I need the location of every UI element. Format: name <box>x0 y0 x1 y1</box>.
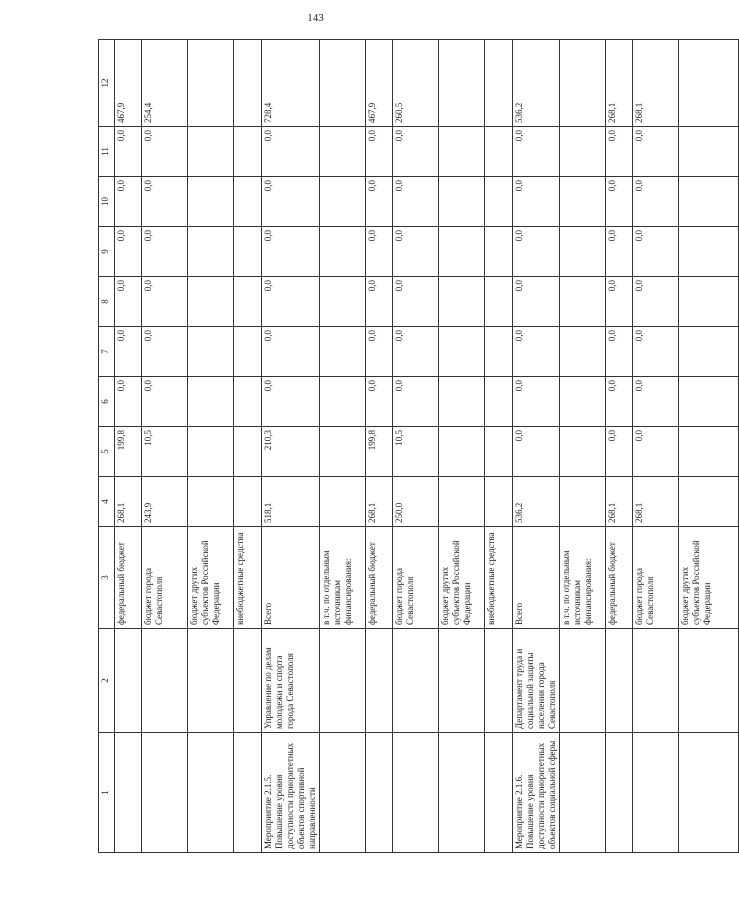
table-cell <box>320 127 366 177</box>
table-cell: 536,2 <box>513 40 560 127</box>
table-cell: Департамент труда и социальной защиты населения города Севастополя <box>513 629 560 733</box>
budget-table <box>98 39 739 853</box>
column-header: 10 <box>99 177 115 227</box>
table-cell: 0,0 <box>142 327 188 377</box>
table-cell <box>679 127 739 177</box>
table-cell <box>679 629 739 733</box>
table-cell: 0,0 <box>115 277 142 327</box>
table-cell: 0,0 <box>606 427 633 477</box>
table-cell <box>485 127 513 177</box>
table-cell <box>560 40 606 127</box>
table-cell: 0,0 <box>262 127 320 177</box>
table-cell: 0,0 <box>606 377 633 427</box>
table-cell: 268,1 <box>366 477 393 527</box>
table-row <box>188 40 234 853</box>
table-cell <box>142 629 188 733</box>
table-cell: внебюджетные средства <box>234 527 262 629</box>
table-cell <box>560 629 606 733</box>
column-header: 8 <box>99 277 115 327</box>
table-cell: 0,0 <box>606 277 633 327</box>
table-cell <box>606 733 633 853</box>
table-cell: 0,0 <box>513 327 560 377</box>
table-cell <box>234 277 262 327</box>
table-row <box>366 40 393 853</box>
table-cell: 0,0 <box>633 227 679 277</box>
column-header: 12 <box>99 40 115 127</box>
table-cell: 0,0 <box>393 127 439 177</box>
rotated-table-wrapper <box>98 40 712 853</box>
table-cell <box>439 377 485 427</box>
table-header-row <box>99 40 115 853</box>
table-cell: 0,0 <box>142 227 188 277</box>
table-row <box>606 40 633 853</box>
column-header: 9 <box>99 227 115 277</box>
table-cell <box>188 327 234 377</box>
page-number: 143 <box>307 12 324 24</box>
column-header: 7 <box>99 327 115 377</box>
table-cell <box>485 277 513 327</box>
table-cell: 0,0 <box>606 127 633 177</box>
table-cell: 0,0 <box>633 277 679 327</box>
table-cell: 0,0 <box>633 177 679 227</box>
table-cell <box>234 127 262 177</box>
table-cell: 0,0 <box>513 427 560 477</box>
table-cell <box>188 477 234 527</box>
table-body <box>115 40 739 853</box>
table-cell <box>679 377 739 427</box>
table-cell: 728,4 <box>262 40 320 127</box>
table-cell <box>560 127 606 177</box>
table-cell <box>560 477 606 527</box>
table-cell <box>320 477 366 527</box>
table-cell <box>320 227 366 277</box>
table-cell <box>439 629 485 733</box>
table-cell: 0,0 <box>142 127 188 177</box>
table-cell <box>188 733 234 853</box>
table-cell <box>560 277 606 327</box>
table-cell: 0,0 <box>633 127 679 177</box>
table-cell <box>485 177 513 227</box>
table-cell <box>679 733 739 853</box>
table-cell: 268,1 <box>606 477 633 527</box>
table-cell: 268,1 <box>606 40 633 127</box>
table-cell: 0,0 <box>366 127 393 177</box>
table-cell <box>234 327 262 377</box>
table-row <box>439 40 485 853</box>
table-cell <box>234 227 262 277</box>
table-cell <box>439 327 485 377</box>
table-cell: 0,0 <box>513 377 560 427</box>
table-cell: федеральный бюджет <box>115 527 142 629</box>
table-cell: 0,0 <box>366 377 393 427</box>
table-cell <box>679 227 739 277</box>
table-cell <box>366 733 393 853</box>
table-cell: в т.ч. по отдельным источникам финансирования: <box>320 527 366 629</box>
table-cell: 0,0 <box>393 177 439 227</box>
table-cell <box>234 177 262 227</box>
table-cell: 0,0 <box>115 227 142 277</box>
table-cell: 0,0 <box>262 327 320 377</box>
table-cell: 0,0 <box>393 227 439 277</box>
column-header: 4 <box>99 477 115 527</box>
table-cell: бюджет других субъектов Российской Федерации <box>439 527 485 629</box>
column-header: 1 <box>99 733 115 853</box>
table-cell: 0,0 <box>366 327 393 377</box>
table-cell: 254,4 <box>142 40 188 127</box>
table-cell: Управление по делам молодежи и спорта города Севастополя <box>262 629 320 733</box>
table-cell <box>320 177 366 227</box>
table-row <box>633 40 679 853</box>
table-cell: 10,5 <box>393 427 439 477</box>
table-cell <box>393 629 439 733</box>
column-header: 5 <box>99 427 115 477</box>
table-cell: 0,0 <box>366 227 393 277</box>
column-header: 2 <box>99 629 115 733</box>
table-cell <box>560 327 606 377</box>
table-cell <box>142 733 188 853</box>
table-cell: 0,0 <box>393 327 439 377</box>
table-cell <box>485 227 513 277</box>
table-cell: федеральный бюджет <box>606 527 633 629</box>
column-header: 11 <box>99 127 115 177</box>
table-cell: бюджет других субъектов Российской Федерации <box>679 527 739 629</box>
table-cell <box>320 427 366 477</box>
table-cell <box>234 629 262 733</box>
table-cell: бюджет города Севастополя <box>633 527 679 629</box>
table-cell: 243,9 <box>142 477 188 527</box>
table-cell <box>188 277 234 327</box>
table-cell <box>485 377 513 427</box>
table-cell: 0,0 <box>262 377 320 427</box>
table-cell: 467,9 <box>366 40 393 127</box>
table-cell <box>439 177 485 227</box>
table-cell: внебюджетные средства <box>485 527 513 629</box>
table-cell: 536,2 <box>513 477 560 527</box>
table-cell <box>320 629 366 733</box>
table-cell: Всего <box>262 527 320 629</box>
table-row <box>320 40 366 853</box>
table-cell: 0,0 <box>633 327 679 377</box>
table-cell <box>366 629 393 733</box>
table-cell: 260,5 <box>393 40 439 127</box>
table-row <box>262 40 320 853</box>
table-cell: 0,0 <box>262 277 320 327</box>
table-cell: 0,0 <box>115 127 142 177</box>
table-cell <box>188 127 234 177</box>
table-cell <box>393 733 439 853</box>
table-cell: 0,0 <box>393 277 439 327</box>
table-cell <box>679 427 739 477</box>
table-cell: 0,0 <box>513 177 560 227</box>
table-cell <box>679 327 739 377</box>
table-cell <box>188 227 234 277</box>
table-cell <box>439 427 485 477</box>
table-cell <box>560 733 606 853</box>
column-header: 6 <box>99 377 115 427</box>
table-cell: 0,0 <box>142 177 188 227</box>
table-cell: 0,0 <box>142 377 188 427</box>
table-cell: Мероприятие 2.1.5. Повышение уровня доступности приоритетных объектов спортивной направленности <box>262 733 320 853</box>
table-cell <box>234 477 262 527</box>
table-cell: 0,0 <box>633 427 679 477</box>
table-cell: 0,0 <box>142 277 188 327</box>
table-cell: бюджет города Севастополя <box>393 527 439 629</box>
table-cell <box>560 177 606 227</box>
table-cell: 0,0 <box>513 127 560 177</box>
table-cell: 0,0 <box>513 227 560 277</box>
table-cell <box>234 733 262 853</box>
table-cell: 10,5 <box>142 427 188 477</box>
table-cell <box>679 277 739 327</box>
table-cell <box>485 327 513 377</box>
table-cell: 518,1 <box>262 477 320 527</box>
table-cell: 199,8 <box>366 427 393 477</box>
table-cell <box>633 733 679 853</box>
table-row <box>513 40 560 853</box>
table-cell: 0,0 <box>366 177 393 227</box>
table-cell: 0,0 <box>115 177 142 227</box>
table-cell <box>633 629 679 733</box>
table-cell: бюджет города Севастополя <box>142 527 188 629</box>
table-cell <box>679 477 739 527</box>
table-cell: 0,0 <box>115 327 142 377</box>
table-cell: 199,8 <box>115 427 142 477</box>
table-cell <box>188 427 234 477</box>
table-cell <box>188 40 234 127</box>
table-cell: 0,0 <box>606 177 633 227</box>
table-cell <box>439 127 485 177</box>
table-cell: 0,0 <box>606 227 633 277</box>
table-cell: 268,1 <box>115 477 142 527</box>
table-cell <box>188 629 234 733</box>
table-cell: 0,0 <box>393 377 439 427</box>
table-cell <box>679 177 739 227</box>
column-header: 3 <box>99 527 115 629</box>
table-cell: 467,9 <box>115 40 142 127</box>
table-cell <box>560 227 606 277</box>
table-cell <box>320 733 366 853</box>
table-cell <box>485 477 513 527</box>
table-cell <box>188 377 234 427</box>
table-row <box>142 40 188 853</box>
table-cell <box>439 477 485 527</box>
table-cell: 0,0 <box>513 277 560 327</box>
table-cell <box>320 377 366 427</box>
table-cell: 0,0 <box>366 277 393 327</box>
table-cell <box>560 377 606 427</box>
table-cell <box>234 377 262 427</box>
table-cell <box>606 629 633 733</box>
table-cell <box>320 277 366 327</box>
table-cell: 268,1 <box>633 40 679 127</box>
table-cell: 0,0 <box>633 377 679 427</box>
table-cell <box>234 427 262 477</box>
table-cell: в т.ч. по отдельным источникам финансирования: <box>560 527 606 629</box>
table-row <box>393 40 439 853</box>
table-cell: федеральный бюджет <box>366 527 393 629</box>
table-cell <box>485 629 513 733</box>
table-cell <box>439 227 485 277</box>
table-row <box>679 40 739 853</box>
table-cell <box>560 427 606 477</box>
table-row <box>115 40 142 853</box>
table-cell <box>320 327 366 377</box>
table-cell: 0,0 <box>606 327 633 377</box>
table-cell: Мероприятие 2.1.6. Повышение уровня доступности приоритетных объектов социальной сферы <box>513 733 560 853</box>
table-cell <box>679 40 739 127</box>
table-cell <box>485 40 513 127</box>
table-cell <box>188 177 234 227</box>
table-row <box>485 40 513 853</box>
table-cell <box>115 733 142 853</box>
table-cell <box>115 629 142 733</box>
table-cell: бюджет других субъектов Российской Федерации <box>188 527 234 629</box>
table-cell <box>439 277 485 327</box>
table-cell <box>439 40 485 127</box>
table-cell: 210,3 <box>262 427 320 477</box>
table-cell <box>320 40 366 127</box>
table-cell: 268,1 <box>633 477 679 527</box>
table-row <box>234 40 262 853</box>
table-cell <box>234 40 262 127</box>
table-cell: Всего <box>513 527 560 629</box>
table-cell <box>485 733 513 853</box>
table-cell <box>485 427 513 477</box>
table-cell: 0,0 <box>115 377 142 427</box>
table-row <box>560 40 606 853</box>
table-cell: 0,0 <box>262 227 320 277</box>
table-cell: 250,0 <box>393 477 439 527</box>
table-cell: 0,0 <box>262 177 320 227</box>
table-cell <box>439 733 485 853</box>
